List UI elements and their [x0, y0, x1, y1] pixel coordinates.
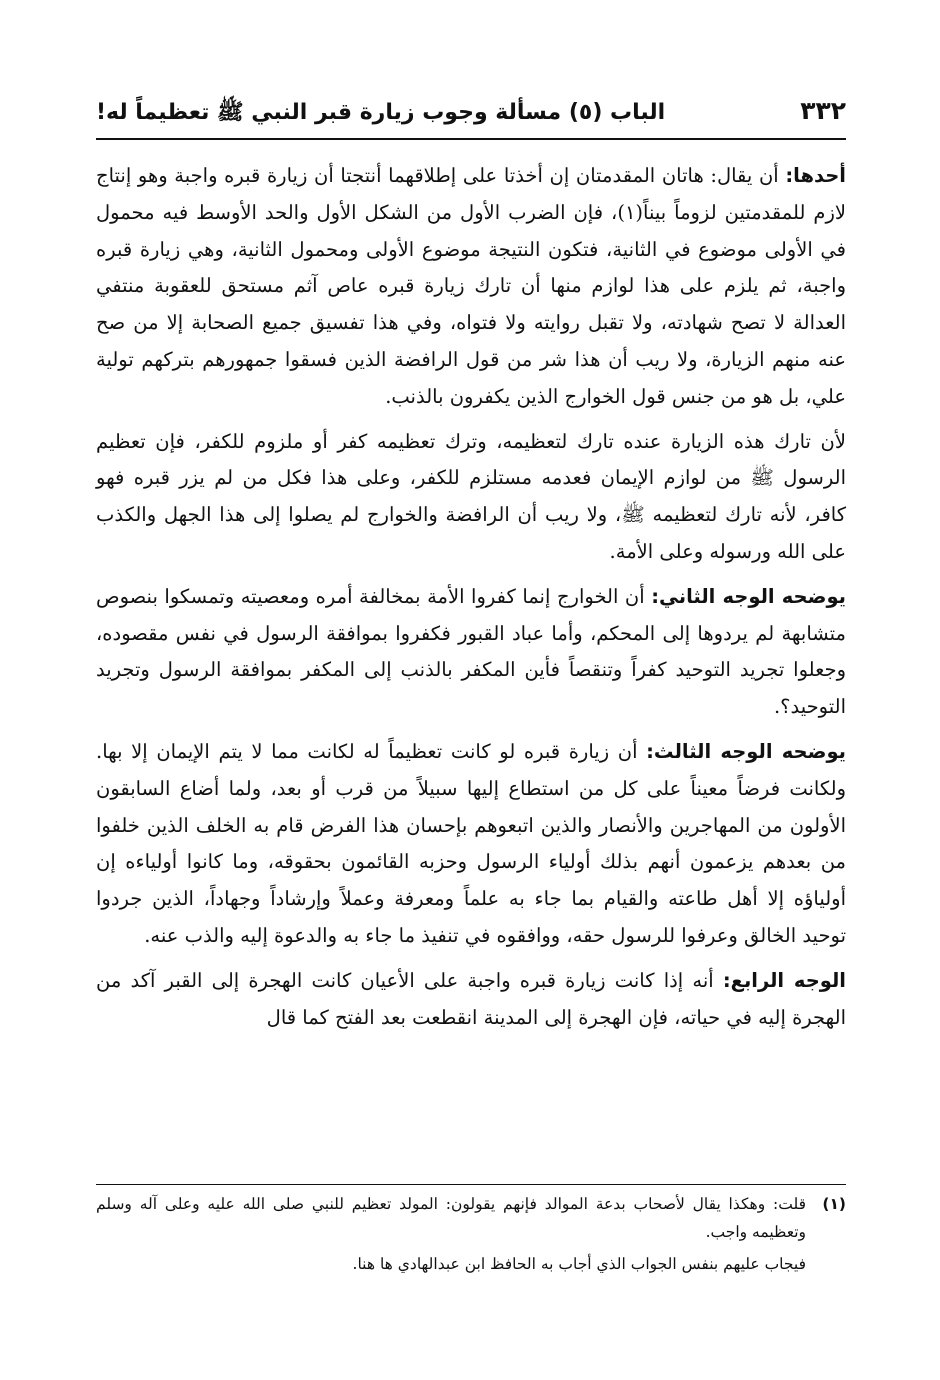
paragraph-lead: يوضحه الوجه الثاني:: [651, 584, 846, 608]
paragraph-lead: يوضحه الوجه الثالث:: [646, 739, 846, 763]
page-header: [96, 92, 846, 140]
paragraph-text: أنه إذا كانت زيارة قبره واجبة على الأعيان كانت الهجرة إلى القبر آكد من الهجرة إليه في حياته، فإن الهجرة إلى المدينة انقطعت بعد الفتح كما قال: [96, 968, 846, 1029]
paragraph-lead: أحدها:: [785, 164, 846, 187]
footnote-text: قلت: وهكذا يقال لأصحاب بدعة الموالد فإنهم يقولون: المولد تعظيم للنبي صلى الله عليه وعلى آله وسلم وتعظيمه واجب.: [96, 1195, 806, 1241]
page-number: ٣٣٢: [800, 96, 846, 125]
paragraph-2: [96, 424, 846, 571]
paragraph-5: [96, 963, 846, 1037]
paragraph-lead: الوجه الرابع:: [722, 968, 846, 992]
footnote-continuation: فيجاب عليهم بنفس الجواب الذي أجاب به الحافظ ابن عبدالهادي ها هنا.: [352, 1255, 806, 1273]
paragraph-3: [96, 579, 846, 726]
running-title: الباب (٥) مسألة وجوب زيارة قبر النبي ﷺ تعظيماً له!: [96, 100, 666, 125]
paragraph-4: [96, 734, 846, 955]
paragraph-1: [96, 158, 846, 416]
paragraph-text: أن الخوارج إنما كفروا الأمة بمخالفة أمره ومعصيته وتمسكوا بنصوص متشابهة لم يردوها إلى المحكم، وأما عباد القبور فكفروا بموافقة الرسول في نفس مقصوده، وجعلوا تجريد التوحيد كفراً وتنقصاً فأين المكفر بالذنب إلى المكفر بموافقة الرسول وتجريد التوحيد؟.: [96, 584, 846, 719]
paragraph-text: لأن تارك هذه الزيارة عنده تارك لتعظيمه، وترك تعظيمه كفر أو ملزوم للكفر، فإن تعظيم الرسول ﷺ من لوازم الإيمان فعدمه مستلزم للكفر، وعلى هذا فكل من لم يزر قبره فهو كافر، لأنه تارك لتعظيمه ﷺ، ولا ريب أن الرافضة والخوارج لم يصلوا إلى هذا الجهل والكذب على الله ورسوله وعلى الأمة.: [96, 429, 846, 563]
body-text: [96, 158, 846, 1044]
footnote-divider: [96, 1184, 846, 1185]
footnote-1: [96, 1190, 846, 1246]
paragraph-text: أن زيارة قبره لو كانت تعظيماً له لكانت مما لا يتم الإيمان إلا بها. ولكانت فرضاً معيناً على كل من استطاع إليها سبيلاً من قرب أو بعد، ولما أضاع السابقون الأولون من المهاجرين والأنصار والذين اتبعوهم بإحسان هذا الفرض قام به الخلف الذين خلفوا من بعدهم يزعمون أنهم بذلك أولياء الرسول وحزبه القائمون بحقوقه، وما كانوا أولياءه إن أولياؤه إلا أهل طاعته والقيام بما جاء به علماً ومعرفة وعملاً وإرشاداً وجهاداً، الذين جردوا توحيد الخالق وعرفوا للرسول حقه، ووافقوه في تنفيذ ما جاء به والدعوة إليه والذب عنه.: [96, 739, 846, 947]
paragraph-text: أن يقال: هاتان المقدمتان إن أخذتا على إطلاقهما أنتجتا أن زيارة قبره واجبة وهو إنتاج لازم للمقدمتين لزوماً بيناً(١)، فإن الضرب الأول من الشكل الأول والحد الأوسط فيه محمول في الأولى موضوع في الثانية، فتكون النتيجة موضوع الأولى ومحمول الثانية، وهي زيارة قبره واجبة، ثم يلزم على هذا لوازم منها أن تارك زيارة قبره عاص آثم مستحق للعقوبة منتفي العدالة لا تصح شهادته، ولا تقبل روايته ولا فتواه، وفي هذا تفسيق جميع الصحابة إلا من صح عنه منهم الزيارة، ولا ريب أن هذا شر من قول الرافضة الذين فسقوا جمهورهم بتركهم تولية علي، بل هو من جنس قول الخوارج الذين يكفرون بالذنب.: [96, 164, 846, 408]
footnote-number: (١): [822, 1195, 846, 1213]
footnotes: [96, 1190, 846, 1278]
